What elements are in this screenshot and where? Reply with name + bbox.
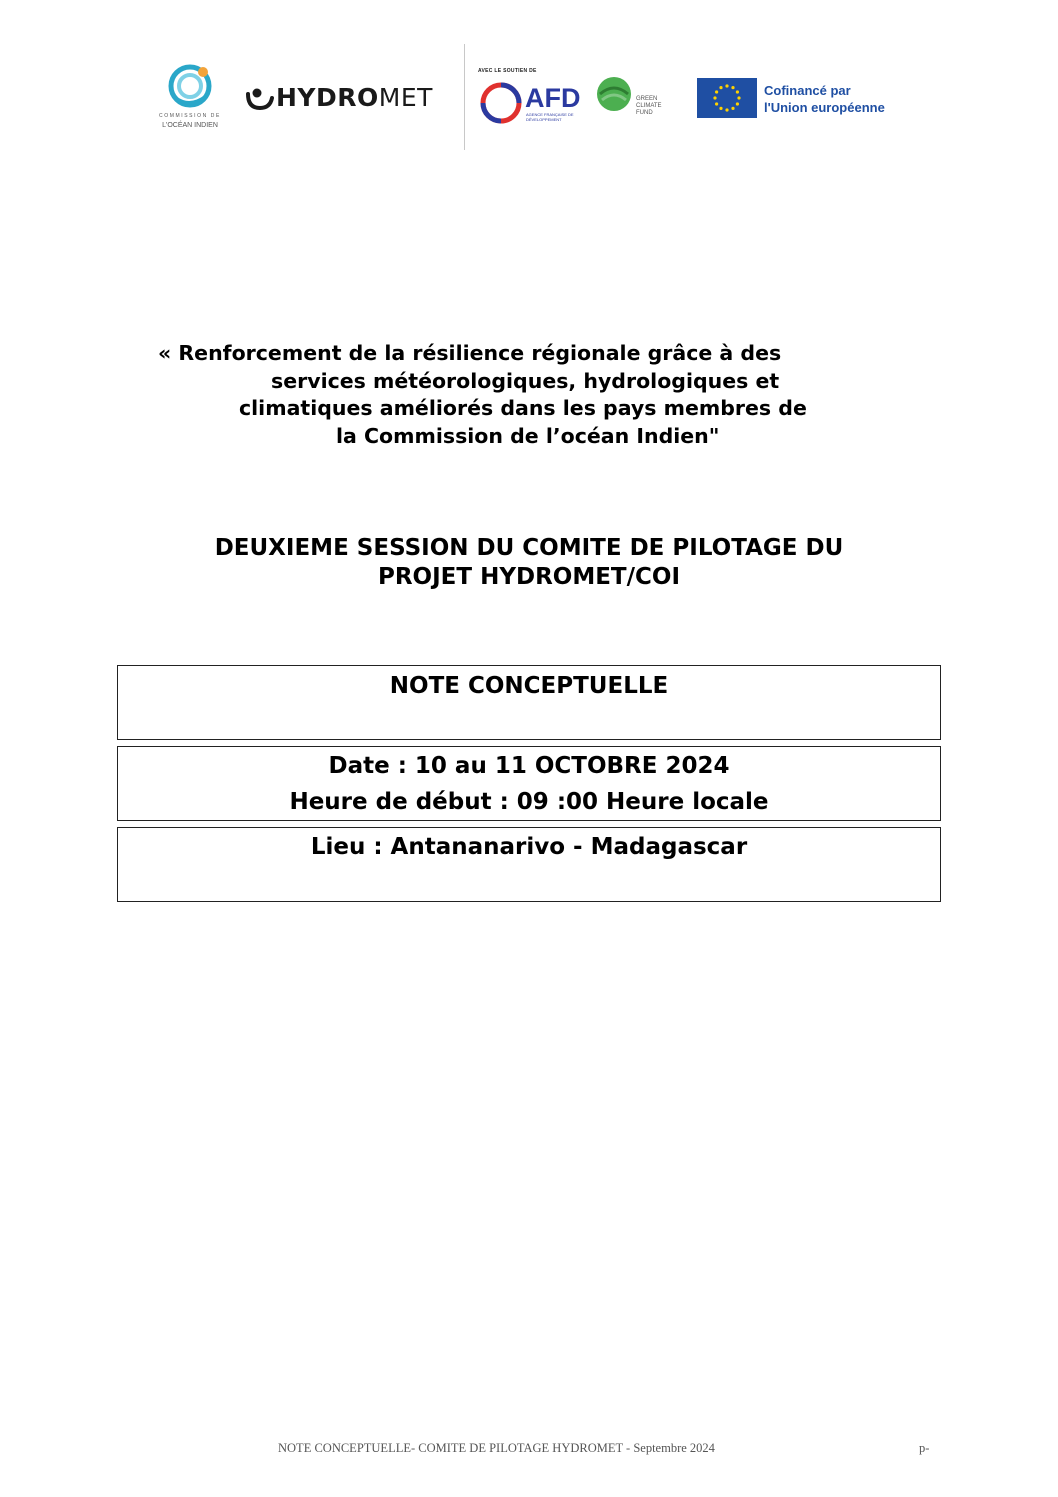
date-box: [117, 746, 941, 821]
afd-tagline: AVEC LE SOUTIEN DE: [478, 68, 537, 74]
document-title: [100, 534, 958, 592]
subtitle-line-1: « Renforcement de la résilience régionale grâce à des: [158, 341, 782, 365]
gcf-logo-icon: [596, 76, 636, 112]
logo-header: [0, 0, 1058, 170]
eu-flag-icon: [697, 78, 757, 118]
page-footer: NOTE CONCEPTUELLE- COMITE DE PILOTAGE HYDROMET - Septembre 2024: [278, 1441, 715, 1455]
gcf-line1: GREEN: [636, 96, 658, 102]
coi-caption-line1: COMMISSION DE: [159, 113, 221, 119]
place-box: [117, 827, 941, 902]
gcf-text: [636, 96, 662, 117]
note-box: [117, 665, 941, 740]
title-line-2: PROJET HYDROMET/COI: [377, 564, 681, 590]
time-line: Heure de début : 09 :00 Heure locale: [289, 789, 769, 815]
place-line: Lieu : Antananarivo - Madagascar: [310, 834, 748, 860]
title-line-1: DEUXIEME SESSION DU COMITE DE PILOTAGE DU: [214, 535, 844, 561]
eu-cofinance-text: [764, 82, 885, 116]
afd-sub: AGENCE FRANÇAISE DE DÉVELOPPEMENT: [526, 112, 574, 122]
afd-name: AFD: [525, 83, 581, 113]
eu-line1: Cofinancé par: [764, 83, 851, 98]
hydromet-logo: [244, 80, 433, 114]
coi-caption: [142, 112, 238, 130]
gcf-line3: FUND: [636, 110, 653, 116]
page-number: p-: [919, 1441, 930, 1455]
eu-line2: l'Union européenne: [764, 100, 885, 115]
note-label: NOTE CONCEPTUELLE: [389, 673, 669, 699]
project-subtitle: [140, 340, 920, 450]
subtitle-line-4: la Commission de l’océan Indien": [336, 423, 720, 448]
hydromet-prefix: HYDRO: [276, 82, 379, 112]
afd-circle-icon: [478, 80, 524, 126]
hydromet-mark-icon: [244, 82, 274, 112]
gcf-line2: CLIMATE: [636, 103, 662, 109]
logo-divider: [464, 44, 465, 150]
subtitle-line-2: services météorologiques, hydrologiques et: [271, 368, 780, 393]
date-line: Date : 10 au 11 OCTOBRE 2024: [328, 753, 730, 779]
coi-caption-line2: L'OCÉAN INDIEN: [162, 122, 218, 129]
subtitle-line-3: climatiques améliorés dans les pays membres de: [239, 396, 807, 420]
afd-logo: [478, 68, 588, 128]
hydromet-suffix: MET: [378, 82, 433, 112]
